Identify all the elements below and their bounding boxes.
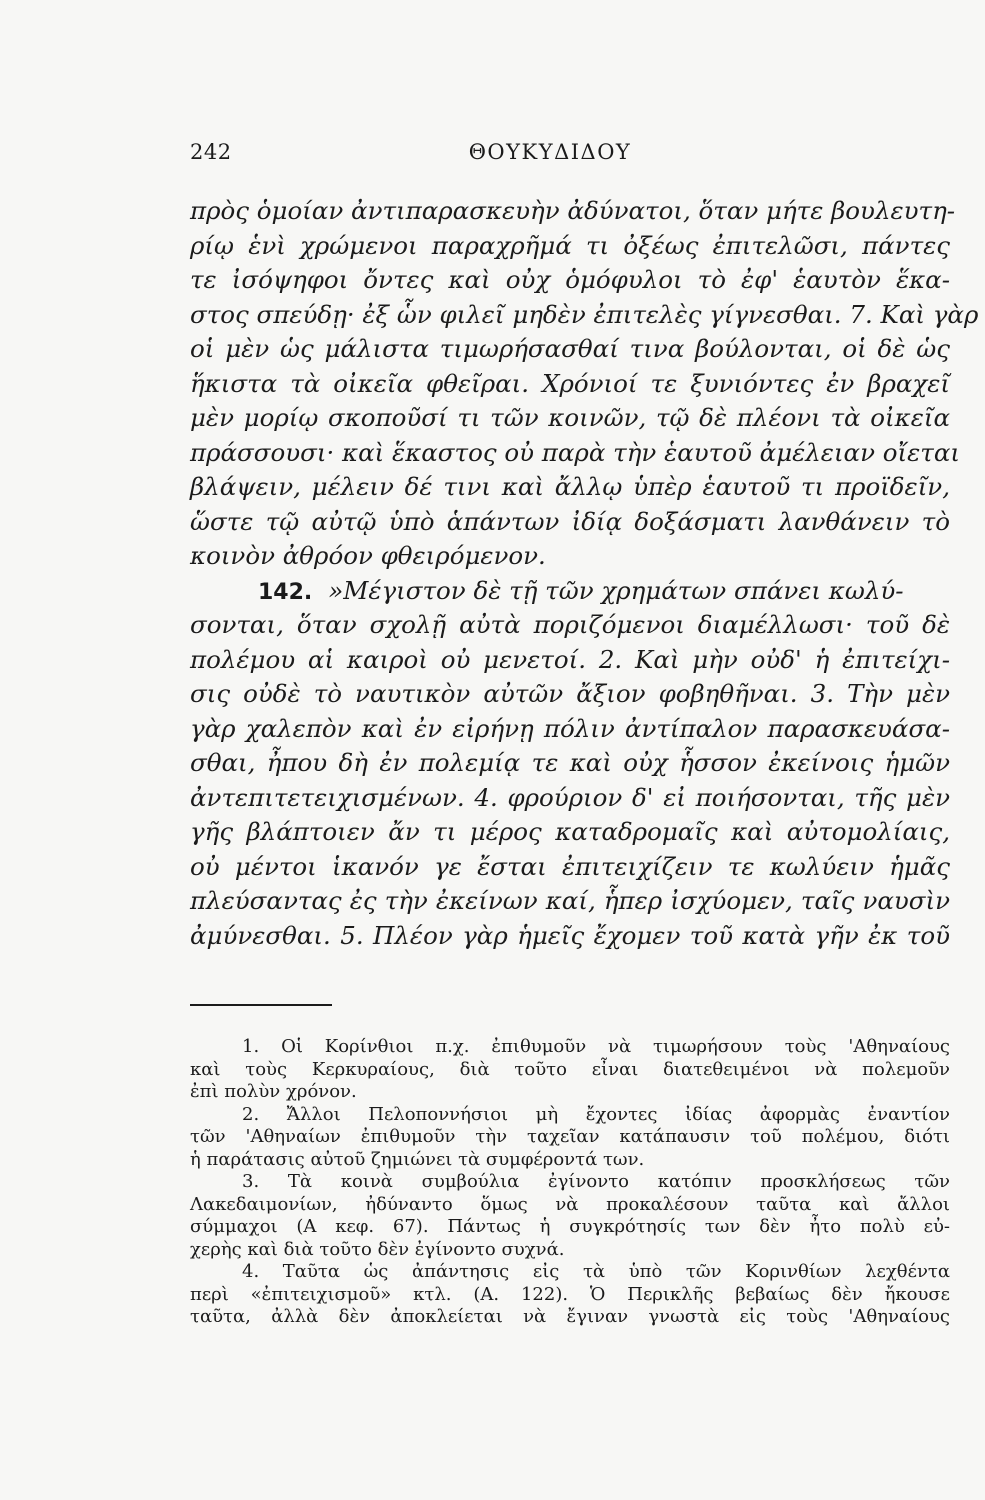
text-line: ὥστε τῷ αὐτῷ ὑπὸ ἁπάντων ἰδίᾳ δοξάσματι λανθάνειν τὸ xyxy=(190,506,950,536)
footnote-line: καὶ τοὺς Κερκυραίους, διὰ τοῦτο εἶναι διατεθειμένοι νὰ πολεμοῦν xyxy=(190,1058,950,1080)
text-line: ἀμύνεσθαι. 5. Πλέον γὰρ ἡμεῖς ἔχομεν τοῦ κατὰ γῆν ἐκ τοῦ xyxy=(190,920,950,950)
footnote-line: 1. Οἱ Κορίνθιοι π.χ. ἐπιθυμοῦν νὰ τιμωρήσουν τοὺς 'Αθηναίους xyxy=(242,1036,950,1057)
footnote-3 xyxy=(190,1171,950,1261)
text-line: οἱ μὲν ὡς μάλιστα τιμωρήσασθαί τινα βούλονται, οἱ δὲ ὡς xyxy=(190,334,950,363)
text-line: σις οὐδὲ τὸ ναυτικὸν αὐτῶν ἄξιον φοβηθῆναι. 3. Τὴν μὲν xyxy=(190,679,950,708)
footnote-line: 3. Τὰ κοινὰ συμβούλια ἐγίνοντο κατόπιν προσκλήσεως τῶν xyxy=(242,1171,950,1192)
main-text xyxy=(190,194,979,953)
text-line: ἥκιστα τὰ οἰκεῖα φθεῖραι. Χρόνιοί τε ξυνιόντες ἐν βραχεῖ xyxy=(190,368,950,398)
footnote-line: τῶν 'Αθηναίων ἐπιθυμοῦν τὴν ταχεῖαν κατάπαυσιν τοῦ πολέμου, διότι xyxy=(190,1126,950,1147)
text-line: γὰρ χαλεπὸν καὶ ἐν εἰρήνῃ πόλιν ἀντίπαλον παρασκευάσα- xyxy=(190,713,950,743)
text-line: πρὸς ὁμοίαν ἀντιπαρασκευὴν ἀδύνατοι, ὅταν μήτε βουλευτη- xyxy=(190,196,956,225)
section-number: 142. xyxy=(258,579,313,605)
footnote-1 xyxy=(190,1036,950,1104)
page-header xyxy=(190,140,950,180)
footnote-line: Λακεδαιμονίων, ἠδύναντο ὅμως νὰ προκαλέσουν ταῦτα καὶ ἄλλοι xyxy=(190,1193,950,1215)
text-line: πολέμου αἱ καιροὶ οὐ μενετοί. 2. Καὶ μὴν οὐδ' ἡ ἐπιτείχι- xyxy=(190,644,950,674)
text-line: στος σπεύδῃ· ἐξ ὧν φιλεῖ μηδὲν ἐπιτελὲς γίγνεσθαι. 7. Καὶ γὰρ xyxy=(190,299,979,329)
text-line: πράσσουσι· καὶ ἕκαστος οὐ παρὰ τὴν ἑαυτοῦ ἀμέλειαν οἴεται xyxy=(190,437,960,467)
running-title: ΘΟΥΚΥΔΙΔΟΥ xyxy=(468,140,632,164)
footnote-4 xyxy=(190,1261,950,1329)
text-line: μὲν μορίῳ σκοποῦσί τι τῶν κοινῶν, τῷ δὲ πλέονι τὰ οἰκεῖα xyxy=(190,403,950,432)
footnote-line: περὶ «ἐπιτειχισμοῦ» κτλ. (Α. 122). Ὁ Περικλῆς βεβαίως δὲν ἤκουσε xyxy=(190,1283,950,1305)
text-line: κοινὸν ἀθρόον φθειρόμενον. xyxy=(190,541,546,570)
section-first-line: »Μέγιστον δὲ τῇ τῶν χρημάτων σπάνει κωλύ- xyxy=(328,575,904,605)
text-line: σθαι, ἦπου δὴ ἐν πολεμίᾳ τε καὶ οὐχ ἧσσον ἐκείνοις ἡμῶν xyxy=(190,748,950,777)
footnote-2 xyxy=(190,1104,950,1172)
text-line: ἀντεπιτετειχισμένων. 4. φρούριον δ' εἰ ποιήσονται, τῆς μὲν xyxy=(190,782,950,812)
text-line: βλάψειν, μέλειν δέ τινι καὶ ἄλλῳ ὑπὲρ ἑαυτοῦ τι προϊδεῖν, xyxy=(190,472,950,501)
footnote-divider xyxy=(190,1004,332,1006)
footnote-line: ἡ παράτασις αὐτοῦ ζημιώνει τὰ συμφέροντά των. xyxy=(190,1148,645,1170)
text-line: πλεύσαντας ἐς τὴν ἐκείνων καί, ἧπερ ἰσχύομεν, ταῖς ναυσὶν xyxy=(190,886,950,915)
text-line: ρίῳ ἑνὶ χρώμενοι παραχρῆμά τι ὀξέως ἐπιτελῶσι, πάντες xyxy=(190,230,950,260)
footnote-line: ταῦτα, ἀλλὰ δὲν ἀποκλείεται νὰ ἔγιναν γνωστὰ εἰς τοὺς 'Αθηναίους xyxy=(190,1306,950,1327)
footnote-line: 4. Ταῦτα ὡς ἀπάντησις εἰς τὰ ὑπὸ τῶν Κορινθίων λεχθέντα xyxy=(242,1261,950,1282)
text-line: σονται, ὅταν σχολῇ αὐτὰ ποριζόμενοι διαμέλλωσι· τοῦ δὲ xyxy=(190,610,950,639)
footnote-line: σύμμαχοι (Α κεφ. 67). Πάντως ἡ συγκρότησίς των δὲν ἦτο πολὺ εὐ- xyxy=(190,1216,950,1237)
footnotes xyxy=(190,1036,950,1329)
footnote-line: ἐπὶ πολὺν χρόνον. xyxy=(190,1081,357,1102)
text-line: οὐ μέντοι ἱκανόν γε ἔσται ἐπιτειχίζειν τε κωλύειν ἡμᾶς xyxy=(190,851,950,881)
footnote-line: χερὴς καὶ διὰ τοῦτο δὲν ἐγίνοντο συχνά. xyxy=(190,1238,565,1260)
page-number: 242 xyxy=(190,140,232,164)
section-heading-line xyxy=(190,574,950,609)
text-line: τε ἰσόψηφοι ὄντες καὶ οὐχ ὁμόφυλοι τὸ ἐφ' ἑαυτὸν ἕκα- xyxy=(190,265,950,294)
footnote-line: 2. Ἄλλοι Πελοποννήσιοι μὴ ἔχοντες ἰδίας ἀφορμὰς ἐναντίον xyxy=(242,1103,950,1125)
text-line: γῆς βλάπτοιεν ἄν τι μέρος καταδρομαῖς καὶ αὐτομολίαις, xyxy=(190,817,950,846)
